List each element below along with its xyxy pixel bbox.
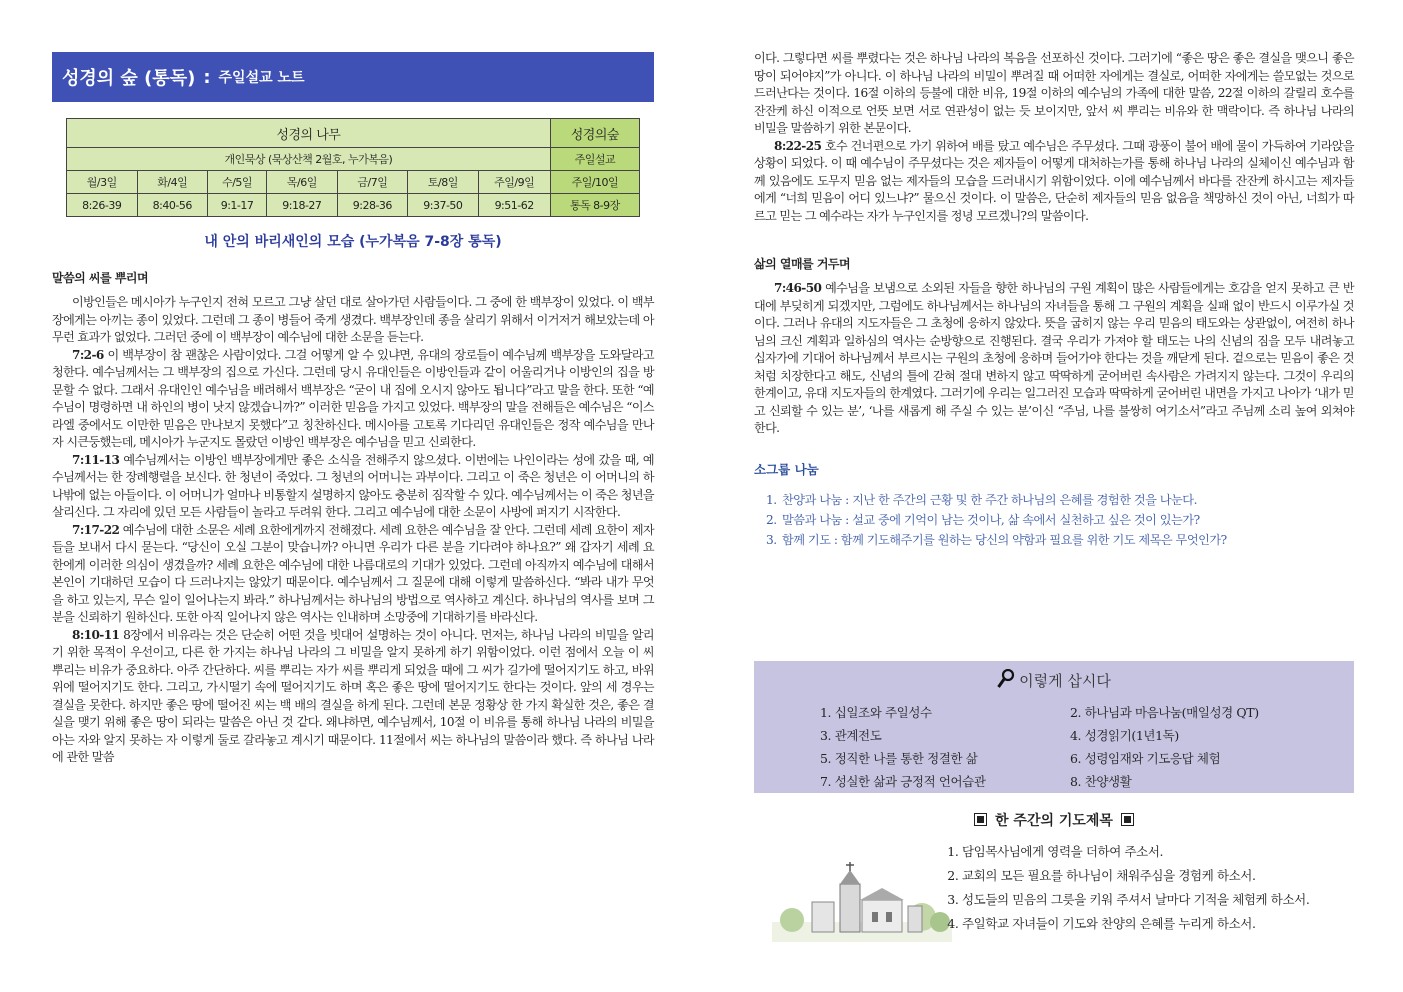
list-item: 1. 담임목사님에게 영력을 더하여 주소서. — [962, 840, 1309, 864]
day-cell: 주일/10일 — [550, 171, 639, 194]
paragraph-text: 호수 건너편으로 가기 위하여 배를 탔고 예수님은 주무셨다. 그때 광풍이 불어 배에 물이 가득하여 기라앉을 상황이 되었다. 이 때 예수님이 주무셨다는 것은 제자들이 어떻게 대처하는가를 통해 하나님 나라의 실체이신 예수님과 함께 있음에도 도무지 믿음 없는 제자들의 모습을 드러내시기 위함이었다. 이에 예수님께서 바다를 잔잔케 하시고는 제자들에게 “너희 믿음이 어디 있느냐?” 물으신 것이다. 이 말씀은, 단순히 제자들의 믿음 없음을 책망하신 것이 아닌, 너희가 따르고 믿는 그 예수라는 자가 누구인지를 정녕 모르겠니?의 말씀이다. — [754, 138, 1354, 223]
section-fruit-title: 삶의 열매를 거두며 — [754, 257, 851, 271]
live-item: 4. 성경읽기(1년1독) — [1070, 728, 1179, 743]
live-item: 5. 정직한 나를 통한 정결한 삶 — [820, 751, 978, 766]
day-cell: 금/7일 — [337, 171, 408, 194]
live-item: 2. 하나님과 마음나눔(매일성경 QT) — [1070, 705, 1259, 720]
list-item: 1. 찬양과 나눔 : 지난 한 주간의 근황 및 한 주간 하나님의 은혜를 경험한 것을 나눈다. — [780, 490, 1354, 510]
square-bullet-icon — [1121, 813, 1134, 826]
live-this-way-heading — [754, 669, 1354, 691]
day-cell: 주일/9일 — [478, 171, 550, 194]
list-item: 2. 말씀과 나눔 : 설교 중에 기억이 남는 것이나, 삶 속에서 실천하고 싶은 것이 있는가? — [780, 510, 1354, 530]
sermon-paragraph — [52, 627, 654, 767]
passage-cell: 9:18-27 — [267, 194, 338, 217]
sermon-paragraph — [52, 522, 654, 627]
paragraph-text: 예수님에 대한 소문은 세례 요한에게까지 전해졌다. 세례 요한은 예수님을 잘 안다. 그런데 세례 요한이 제자들을 보내서 다시 묻는다. “당신이 오실 그분이 맞습니까? 아니면 우리가 다른 분을 기다려야 하나요?” 왜 갑자기 세례 요한에게 이러한 의심이 생겼을까? 세례 요한은 예수님에 대한 나름대로의 기대가 있었다. 그런데 아직까지 예수님에 대해서 본인이 기대하던 모습이 다 드러나지는 않았기 때문이다. 예수님께서 그 질문에 대해 이렇게 말씀하신다. “봐라 내가 무엇을 하고 있는지, 무슨 일이 일어나는지 봐라.” 하나님께서는 하나님의 방법으로 역사하고 계신다. 하나님의 역사를 보며 그분을 신뢰하기 원하신다. 또한 아직 일어나지 않은 역사는 인내하며 소망중에 기대하기를 바라신다. — [52, 522, 654, 624]
prayer-list — [950, 840, 1309, 936]
sermon-paragraph — [52, 452, 654, 522]
banner-subtitle: 주일설교 노트 — [218, 70, 305, 86]
prayer-title-text: 한 주간의 기도제목 — [995, 813, 1113, 829]
passage-cell: 9:28-36 — [337, 194, 408, 217]
paragraph-text: 이방인들은 메시아가 누구인지 전혀 모르고 그냥 살던 대로 살아가던 사람들이다. 그 중에 한 백부장이 있었다. 이 백부장에게는 아끼는 종이 있었다. 그런데 그 종이 병들어 죽게 생겼다. 백부장인데 종을 살리기 위해서 이거저거 해보았는데 아무런 효과가 없었다. 그러던 중에 이 백부장이 예수님에 대한 소문을 듣는다. — [52, 295, 654, 344]
day-cell: 목/6일 — [267, 171, 338, 194]
passage-cell: 9:37-50 — [408, 194, 479, 217]
small-group-list — [754, 490, 1354, 550]
passages-row — [67, 194, 640, 217]
verse-reference: 7:2-6 — [72, 347, 104, 362]
live-item: 3. 관계전도 — [820, 728, 882, 743]
list-item: 3. 함께 기도 : 함께 기도해주기를 원하는 당신의 약함과 필요를 위한 기도 제목은 무엇인가? — [780, 530, 1354, 550]
right-column — [754, 50, 1354, 931]
sermon-paragraph — [52, 347, 654, 452]
paragraph-text: 예수님을 보냄으로 소외된 자들을 향한 하나님의 구원 계획이 많은 사람들에게는 호감을 얻지 못하고 큰 반대에 부딪히게 되겠지만, 그럼에도 하나님께서는 하나님의 자녀들을 통해 그 구원의 계획을 실패 없이 반드시 이루가실 것이다. 그러나 유대의 지도자들은 그 초청에 응하지 않았다. 뜻을 굽히지 않는 우리 믿음의 태도와는 상관없이, 여전히 하나님의 크신 계획과 일하심의 역사는 순방향으로 진행된다. 결국 우리가 가져야 할 태도는 나의 신념의 짐을 모두 내려놓고 십자가에 기대어 하나님께서 부르시는 구원의 초청에 응하며 들어가야 한다는 것을 깨닫게 된다. 겉으로는 믿음이 좋은 것처럼 치장한다고 해도, 신념의 틀에 갇혀 절대 변하지 않고 딱딱하게 굳어버린 속사람은 가려지지 않는다. 그것이 우리의 한계이고, 유대 지도자들의 한계였다. 그러기에 우리는 일그러진 모습과 딱딱하게 굳어버린 내면을 가지고 나아가 ‘내가 믿고 신뢰할 수 있는 분’, ‘나를 새롭게 해 주실 수 있는 분’이신 “주님, 나를 불쌍히 여기소서”라고 주님께 소리 높여 외쳐야 한다. — [754, 281, 1354, 435]
forest-label: 성경의숲 — [550, 119, 639, 148]
paragraph-text: 이다. 그렇다면 씨를 뿌렸다는 것은 하나님 나라의 복음을 선포하신 것이다. 그러기에 “좋은 땅은 좋은 결실을 맺으니 좋은 땅이 되어야지”가 아니다. 이 하나님 나라의 비밀이 뿌려질 때 어떠한 자에게는 결실로, 어떠한 자에게는 쓸모없는 것으로 드러난다는 것이다. 16절 이하의 등불에 대한 비유, 19절 이하의 예수님의 가족에 대한 말씀, 22절 이하의 갈릴리 호수를 잔잔케 하신 이적으로 언뜻 보면 서로 연관성이 없는 듯 보이지만, 앞서 씨 뿌리는 비유와 한 맥락이다. 즉 하나님 나라의 비밀을 말씀하기 위한 본문이다. — [754, 51, 1354, 135]
days-row — [67, 171, 640, 194]
live-item: 7. 성실한 삶과 긍정적 언어습관 — [820, 774, 986, 789]
day-cell: 토/8일 — [408, 171, 479, 194]
live-this-way-box — [754, 661, 1354, 793]
square-bullet-icon — [974, 813, 987, 826]
paragraph-text: 8장에서 비유라는 것은 단순히 어떤 것을 빗대어 설명하는 것이 아니다. 먼저는, 하나님 나라의 비밀을 알리기 위한 목적이 우선이고, 다른 한 가지는 하나님 나라의 그 비밀을 알지 못하게 하기 위함이었다. 이런 점에서 오늘 이 씨 뿌리는 비유가 중요하다. 아주 간단하다. 씨를 뿌리는 자가 씨를 뿌리게 되었을 때에 그 씨가 길가에 떨어지기도 하고, 바위 위에 떨어지기도 한다. 그리고, 가시떨기 속에 떨어지기도 하며 혹은 좋은 땅에 떨어지기도 한다는 것이다. 앞의 세 경우는 결실을 못한다. 하지만 좋은 땅에 떨어진 씨는 백 배의 결실을 하게 된다. 그런데 본문 정황상 한 가지 확실한 것은, 좋은 결실을 맺기 위해 좋은 땅이 되라는 말씀은 아닌 것 같다. 왜냐하면, 예수님께서, 10절 이 비유를 통해 하나님 나라의 비밀을 아는 자와 알지 못하는 자 이렇게 둘로 갈라놓고 계시기 때문이다. 11절에서 씨는 하나님의 말씀이라 했다. 즉 하나님 나라에 관한 말씀 — [52, 627, 655, 764]
banner-separator: : — [203, 66, 211, 88]
sermon-paragraph — [754, 280, 1354, 438]
left-column — [52, 52, 654, 767]
live-items-grid — [820, 701, 1354, 793]
verse-reference: 7:11-13 — [72, 452, 120, 467]
list-item: 4. 주일학교 자녀들이 기도와 찬양의 은혜를 누리게 하소서. — [962, 912, 1309, 936]
header-banner — [52, 52, 654, 102]
paragraph-text: 예수님께서는 이방인 백부장에게만 좋은 소식을 전해주지 않으셨다. 이번에는 나인이라는 성에 갔을 때, 예수님께서는 한 장례행렬을 보신다. 한 청년이 죽었다. 그 청년의 어머니는 과부이다. 그리고 이 죽은 청년은 이 어머니의 하나밖에 없는 아들이다. 이 어머니가 얼마나 비통할지 설명하지 않아도 충분히 짐작할 수 있다. 예수님께서는 이 죽은 청년을 살리신다. 그 자리에 있던 모든 사람들이 놀라고 두려워 한다. 그리고 예수님에 대한 소문이 사방에 퍼지기 시작한다. — [52, 452, 654, 519]
tree-label: 성경의 나무 — [67, 119, 551, 148]
church-illustration — [772, 862, 952, 942]
section-sowing-title: 말씀의 씨를 뿌리며 — [52, 271, 149, 285]
banner-title: 성경의 숲 (통독) — [62, 68, 196, 89]
passage-cell: 9:51-62 — [478, 194, 550, 217]
verse-reference: 7:17-22 — [72, 522, 120, 537]
list-item: 3. 성도들의 믿음의 그릇을 키워 주셔서 날마다 기적을 체험케 하소서. — [962, 888, 1309, 912]
live-item: 1. 십일조와 주일성수 — [820, 705, 932, 720]
live-item: 8. 찬양생활 — [1070, 774, 1132, 789]
verse-reference: 8:22-25 — [774, 138, 822, 153]
sermon-title: 내 안의 바리새인의 모습 (누가복음 7-8장 통독) — [204, 234, 502, 250]
paragraph-text: 이 백부장이 참 괜찮은 사람이었다. 그걸 어떻게 알 수 있냐면, 유대의 장로들이 예수님께 백부장을 도와달라고 청한다. 예수님께서는 그 백부장의 집으로 가신다. 그런데 당시 유대인들은 이방인들과 같이 어울리거나 이방인의 집을 방문할 수 없다. 그래서 유대인인 예수님을 배려해서 백부장은 “굳이 내 집에 오시지 않아도 됩니다”라고 말을 한다. 또한 “예수님이 명령하면 내 하인의 병이 낫지 않겠습니까?” 이러한 믿음을 가지고 있었다. 백부장의 말을 전해들은 예수님은 “이스라엘 중에서도 이만한 믿음은 만나보지 못했다”고 칭찬하신다. 메시아를 고토록 기다리던 유대인들은 정작 예수님을 만나자 시큰둥했는데, 메시아가 누군지도 몰랐던 이방인 백부장은 예수님을 믿고 신뢰한다. — [52, 347, 654, 449]
small-group-title: 소그룹 나눔 — [754, 461, 819, 477]
passage-cell: 8:40-56 — [137, 194, 208, 217]
passage-cell: 9:1-17 — [208, 194, 267, 217]
sermon-paragraph — [754, 138, 1354, 226]
live-item: 6. 성령임재와 기도응답 체험 — [1070, 751, 1221, 766]
day-cell: 월/3일 — [67, 171, 138, 194]
verse-reference: 8:10-11 — [72, 627, 120, 642]
sermon-paragraph — [754, 50, 1354, 138]
sermon-paragraph — [52, 294, 654, 347]
prayer-title — [754, 810, 1354, 830]
sunday-label: 주일설교 — [550, 148, 639, 171]
day-cell: 화/4일 — [137, 171, 208, 194]
day-cell: 수/5일 — [208, 171, 267, 194]
reading-schedule-table — [66, 118, 640, 217]
passage-cell: 8:26-39 — [67, 194, 138, 217]
personal-label: 개인묵상 (묵상산책 2월호, 누가복음) — [67, 148, 551, 171]
verse-reference: 7:46-50 — [774, 281, 822, 295]
list-item: 2. 교회의 모든 필요를 하나님이 채워주심을 경험케 하소서. — [962, 864, 1309, 888]
magnifier-icon — [997, 669, 1015, 689]
live-title-text: 이렇게 삽시다 — [1019, 672, 1111, 690]
passage-cell: 통독 8-9장 — [550, 194, 639, 217]
